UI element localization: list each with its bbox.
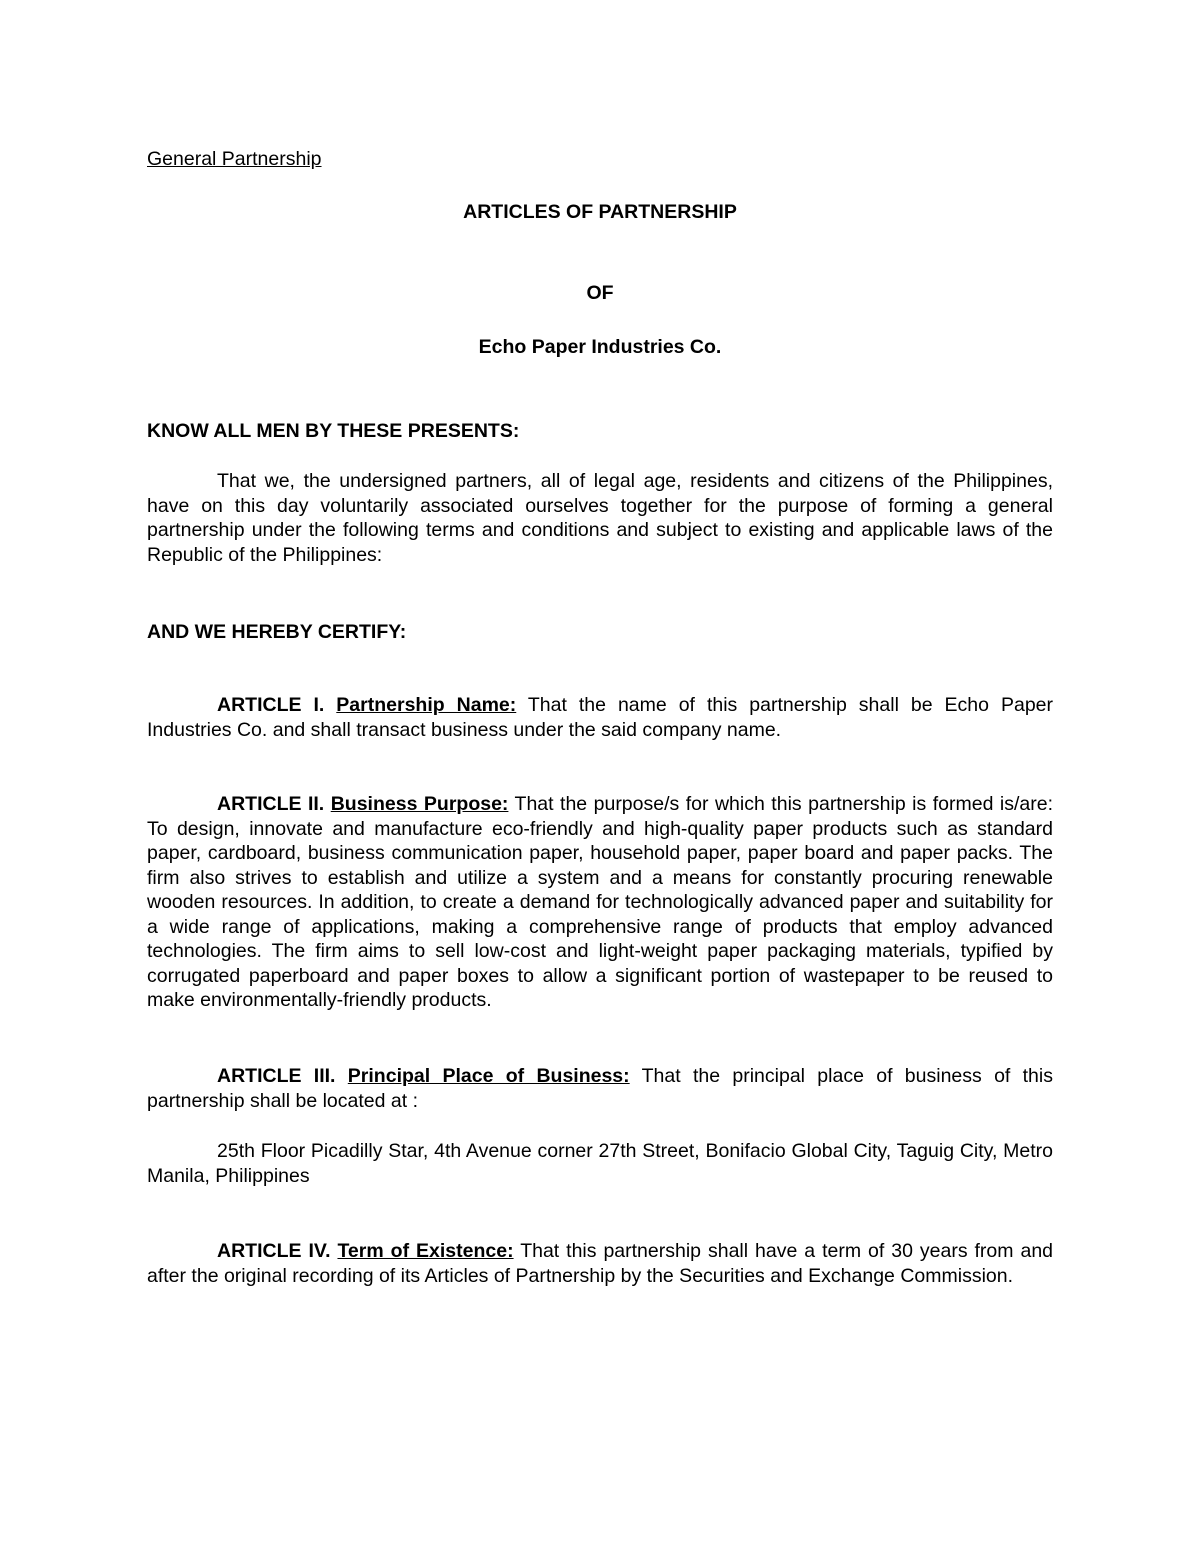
document-title: ARTICLES OF PARTNERSHIP [463, 201, 737, 223]
know-all-heading: KNOW ALL MEN BY THESE PRESENTS: [147, 420, 520, 442]
article-4-text: That this partnership shall have a term of 30 years from and after the original recording of its Articles of Partnership by the Securities and Exchange Commission. [147, 1240, 1054, 1287]
principal-address: 25th Floor Picadilly Star, 4th Avenue corner 27th Street, Bonifacio Global City, Taguig City, Metro Manila, Philippines [147, 1140, 1053, 1187]
article-2-label: ARTICLE II. [217, 793, 325, 815]
article-1-text: That the name of this partnership shall be Echo Paper Industries Co. and shall transact business under the said company name. [147, 694, 1053, 741]
document-title-of: OF [586, 282, 614, 304]
article-1-label: ARTICLE I. [217, 694, 325, 716]
article-1 [147, 693, 1053, 742]
article-3-label: ARTICLE III. [217, 1065, 336, 1087]
article-3-text: That the principal place of business of this partnership shall be located at : [147, 1065, 1053, 1112]
article-2 [147, 792, 1053, 1013]
certify-heading: AND WE HEREBY CERTIFY: [147, 621, 407, 643]
article-3-title: Principal Place of Business: [347, 1065, 630, 1087]
article-4 [147, 1239, 1053, 1288]
article-4-title: Term of Existence: [337, 1240, 514, 1262]
preamble-paragraph: That we, the undersigned partners, all of legal age, residents and citizens of the Philippines, have on this day voluntarily associated ourselves together for the purpose of forming a general partnership under the following terms and conditions and subject to existing and applicable laws of the Republic of the Philippines: [147, 470, 1053, 566]
company-name-heading: Echo Paper Industries Co. [478, 336, 722, 358]
article-2-text: That the purpose/s for which this partnership is formed is/are: To design, innovate and manufacture eco-friendly and high-quality paper products such as standard paper, cardboard, business communication paper, household paper, paper board and paper packs. The firm also strives to establish and utilize a system and a means for constantly procuring renewable wooden resources. In addition, to create a demand for technologically advanced paper and suitability for a wide range of applications, making a comprehensive range of products that employ advanced technologies. The firm aims to sell low-cost and light-weight paper packaging materials, typified by corrugated paperboard and paper boxes to allow a significant portion of wastepaper to be reused to make environmentally-friendly products. [147, 793, 1053, 1011]
article-4-label: ARTICLE IV. [217, 1240, 331, 1262]
document-classification: General Partnership [147, 148, 322, 170]
article-3 [147, 1064, 1053, 1113]
article-2-title: Business Purpose: [330, 793, 509, 815]
article-1-title: Partnership Name: [336, 694, 517, 716]
